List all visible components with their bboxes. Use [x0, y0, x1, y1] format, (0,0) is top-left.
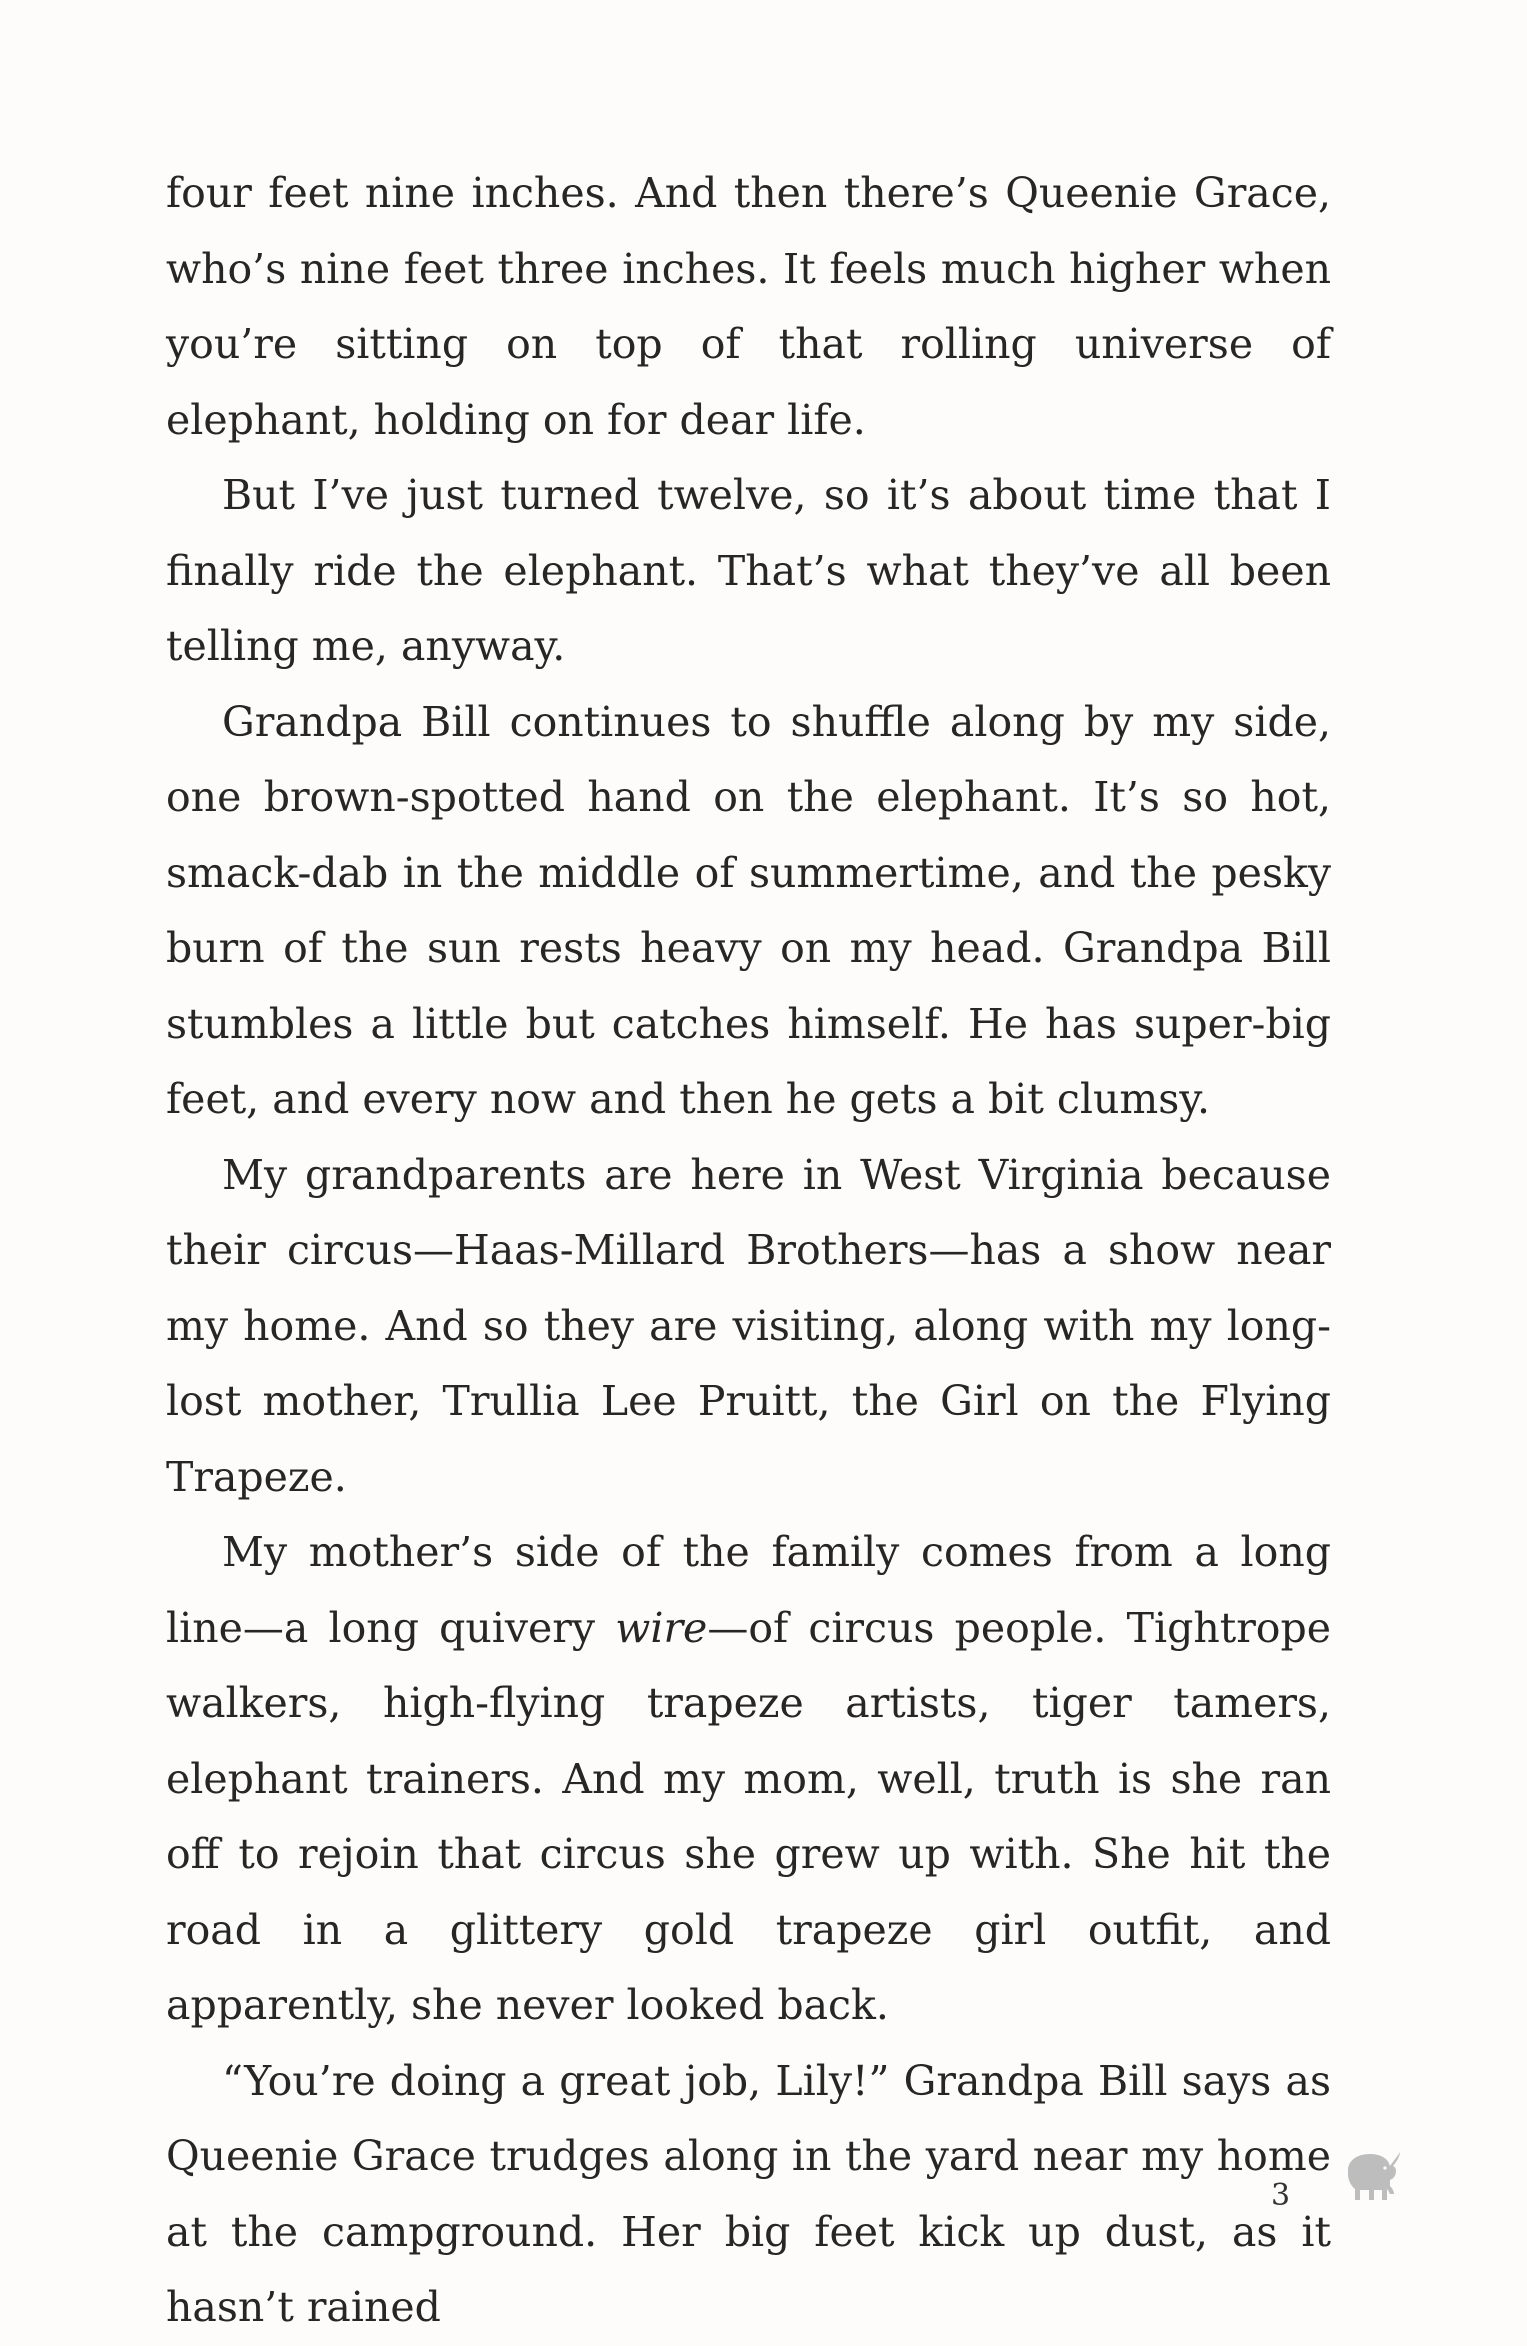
paragraph-5-italic-word: wire	[615, 1603, 708, 1652]
paragraph-5	[166, 1515, 1331, 2044]
paragraph-2	[166, 458, 1331, 685]
paragraph-5-text-a: My mother’s side of the family comes from a long line—a long quivery	[166, 1528, 1331, 1652]
paragraph-3-text: Grandpa Bill continues to shuffle along by my side, one brown-spotted hand on the elephant. It’s so hot, smack-dab in the middle of summertime, and the pesky burn of the sun rests heavy on my head. Grandpa Bill stumbles a little but catches himself. He has super-big feet, and every now and then he gets a bit clumsy.	[166, 697, 1331, 1123]
paragraph-1-text: four feet nine inches. And then there’s Queenie Grace, who’s nine feet three inches. It feels much higher when you’re sitting on top of that rolling universe of elephant, holding on for dear life.	[166, 169, 1331, 444]
paragraph-4-text: My grandparents are here in West Virginia because their circus—Haas-Millard Brothers—has a show near my home. And so they are visiting, along with my long-lost mother, Trullia Lee Pruitt, the Girl on the Flying Trapeze.	[166, 1150, 1331, 1501]
paragraph-6-text: “You’re doing a great job, Lily!” Grandpa Bill says as Queenie Grace trudges along in the yard near my home at the campground. Her big feet kick up dust, as it hasn’t rained	[166, 2056, 1331, 2331]
paragraph-2-text: But I’ve just turned twelve, so it’s about time that I finally ride the elephant. That’s what they’ve all been telling me, anyway.	[166, 471, 1331, 670]
body-text	[166, 156, 1331, 2346]
elephant-icon	[1340, 2146, 1402, 2206]
page-number: 3	[1271, 2178, 1291, 2213]
paragraph-5-text-b: —of circus people. Tightrope walkers, high-flying trapeze artists, tiger tamers, elephant trainers. And my mom, well, truth is she ran off to rejoin that circus she grew up with. She hit the road in a glittery gold trapeze girl outfit, and apparently, she never looked back.	[166, 1603, 1331, 2029]
paragraph-4	[166, 1138, 1331, 1516]
paragraph-6	[166, 2044, 1331, 2346]
paragraph-3	[166, 685, 1331, 1138]
paragraph-1	[166, 156, 1331, 458]
